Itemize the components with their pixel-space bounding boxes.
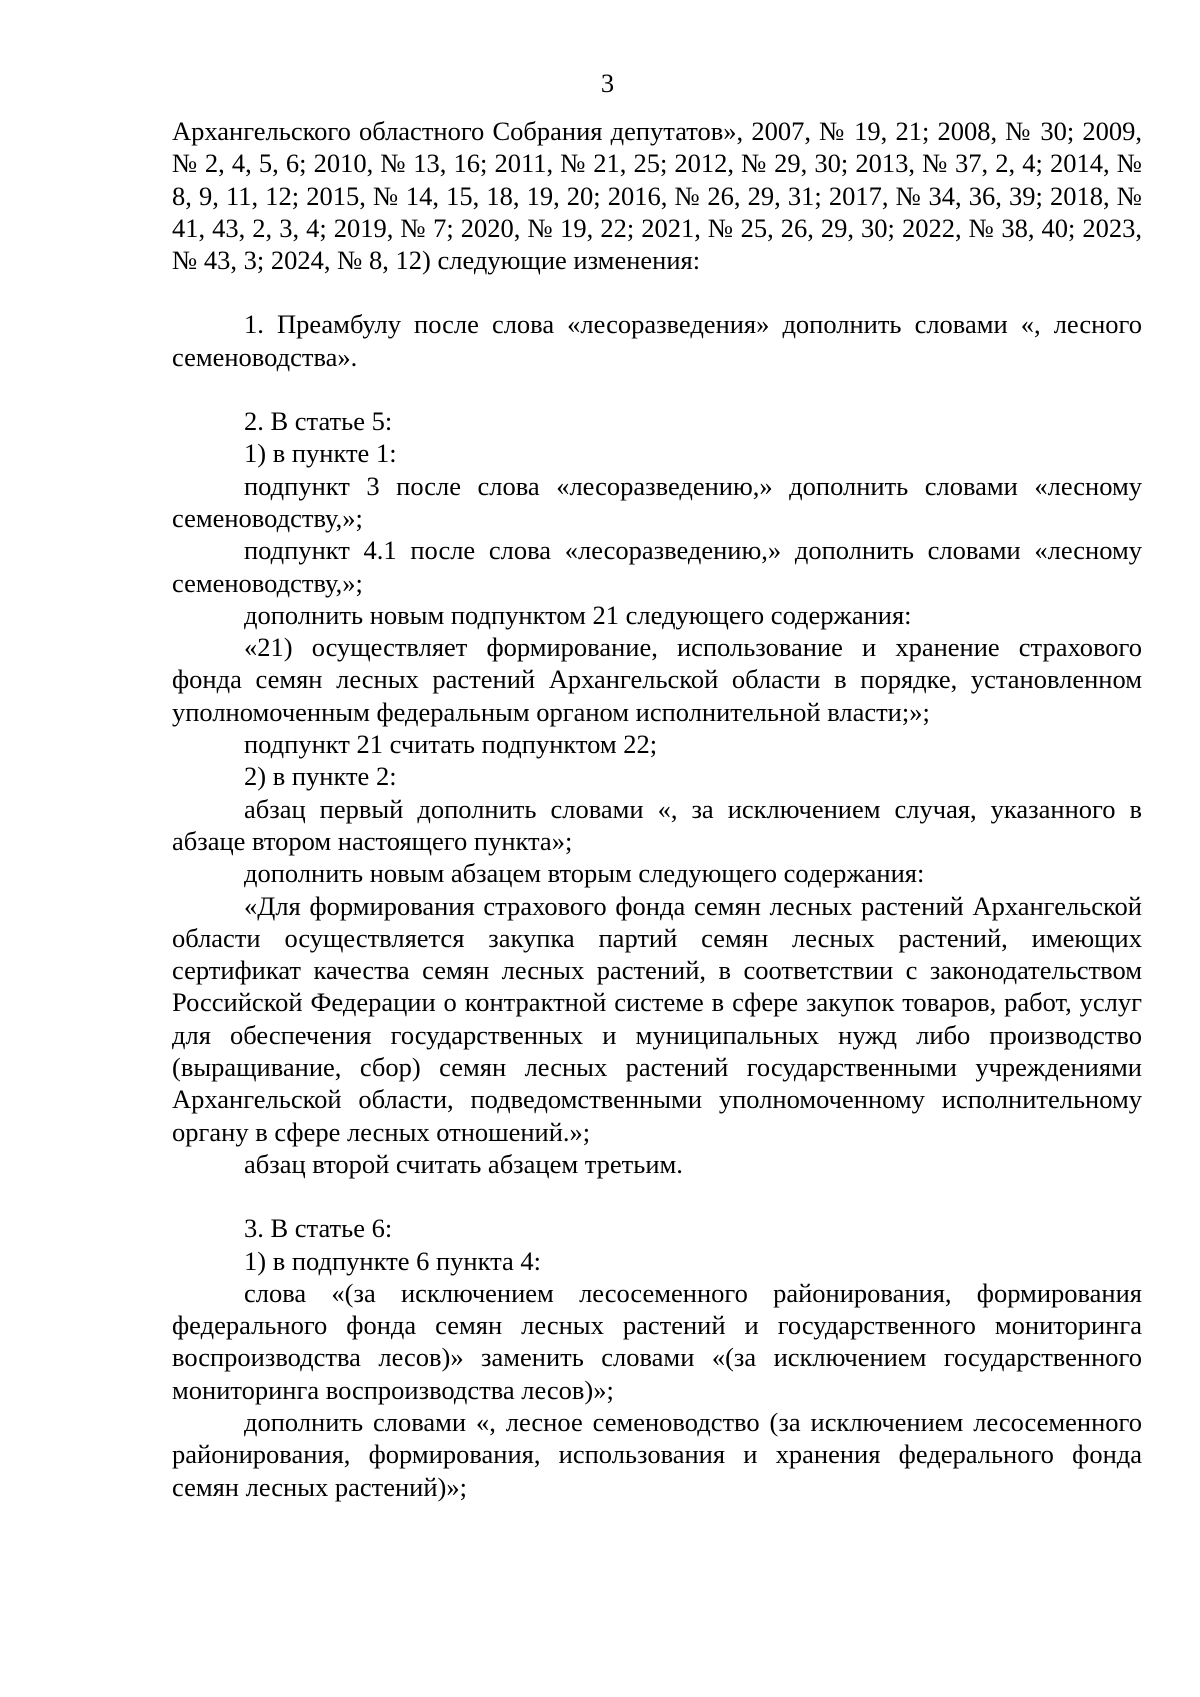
paragraph: абзац второй считать абзацем третьим. xyxy=(244,1148,683,1179)
paragraph: абзац первый дополнить словами «, за исключением случая, указанного в абзаце втором настоящего пункта»; xyxy=(172,793,1142,856)
document-body xyxy=(172,115,1142,1503)
paragraph: 2) в пункте 2: xyxy=(244,761,397,792)
paragraph: «21) осуществляет формирование, использование и хранение страхового фонда семян лесных растений Архангельской области в порядке, установленном уполномоченным федеральным органом исполнительной власти;»; xyxy=(172,632,1142,727)
paragraph: подпункт 21 считать подпунктом 22; xyxy=(244,729,658,760)
page-number: 3 xyxy=(600,68,615,98)
paragraph: 1. Преамбулу после слова «лесоразведения» дополнить словами «, лесного семеноводства». xyxy=(172,309,1142,372)
paragraph: дополнить словами «, лесное семеноводство (за исключением лесосеменного районирования, формирования, использования и хранения федерального фонда семян лесных растений)»; xyxy=(172,1406,1142,1502)
paragraph: подпункт 3 после слова «лесоразведению,» дополнить словами «лесному семеноводству,»; xyxy=(172,470,1142,533)
paragraph: Архангельского областного Собрания депутатов», 2007, № 19, 21; 2008, № 30; 2009, № 2, 4, 5, 6; 2010, № 13, 16; 2011, № 21, 25; 2012, № 29, 30; 2013, № 37, 2, 4; 2014, № 8, 9, 11, 12; 2015, № 14, 15, 18, 19, 20; 2016, № 26, 29, 31; 2017, № 34, 36, 39; 2018, № 41, 43, 2, 3, 4; 2019, № 7; 2020, № 19, 22; 2021, № 25, 26, 29, 30; 2022, № 38, 40; 2023, № 43, 3; 2024, № 8, 12) следующие изменения: xyxy=(172,116,1142,276)
paragraph: «Для формирования страхового фонда семян лесных растений Архангельской области осуществляется закупка партий семян лесных растений, имеющих сертификат качества семян лесных растений, в соответствии с законодательством Российской Федерации о контрактной системе в сфере закупок товаров, работ, услуг для обеспечения государственных и муниципальных нужд либо производство (выращивание, сбор) семян лесных растений государственными учреждениями Архангельской области, подведомственными уполномоченному исполнительному органу в сфере лесных отношений.»; xyxy=(172,890,1142,1147)
paragraph: подпункт 4.1 после слова «лесоразведению,» дополнить словами «лесному семеноводству,»; xyxy=(172,535,1142,598)
paragraph: 2. В статье 5: xyxy=(244,406,393,437)
paragraph: 3. В статье 6: xyxy=(244,1213,393,1244)
paragraph: 1) в подпункте 6 пункта 4: xyxy=(244,1245,542,1276)
paragraph: слова «(за исключением лесосеменного районирования, формирования федерального фонда семян лесных растений и государственного мониторинга воспроизводства лесов)» заменить словами «(за исключением государственного мониторинга воспроизводства лесов)»; xyxy=(172,1277,1142,1405)
paragraph: дополнить новым подпунктом 21 следующего содержания: xyxy=(244,599,912,630)
paragraph: 1) в пункте 1: xyxy=(244,438,397,469)
paragraph: дополнить новым абзацем вторым следующего содержания: xyxy=(244,858,925,889)
